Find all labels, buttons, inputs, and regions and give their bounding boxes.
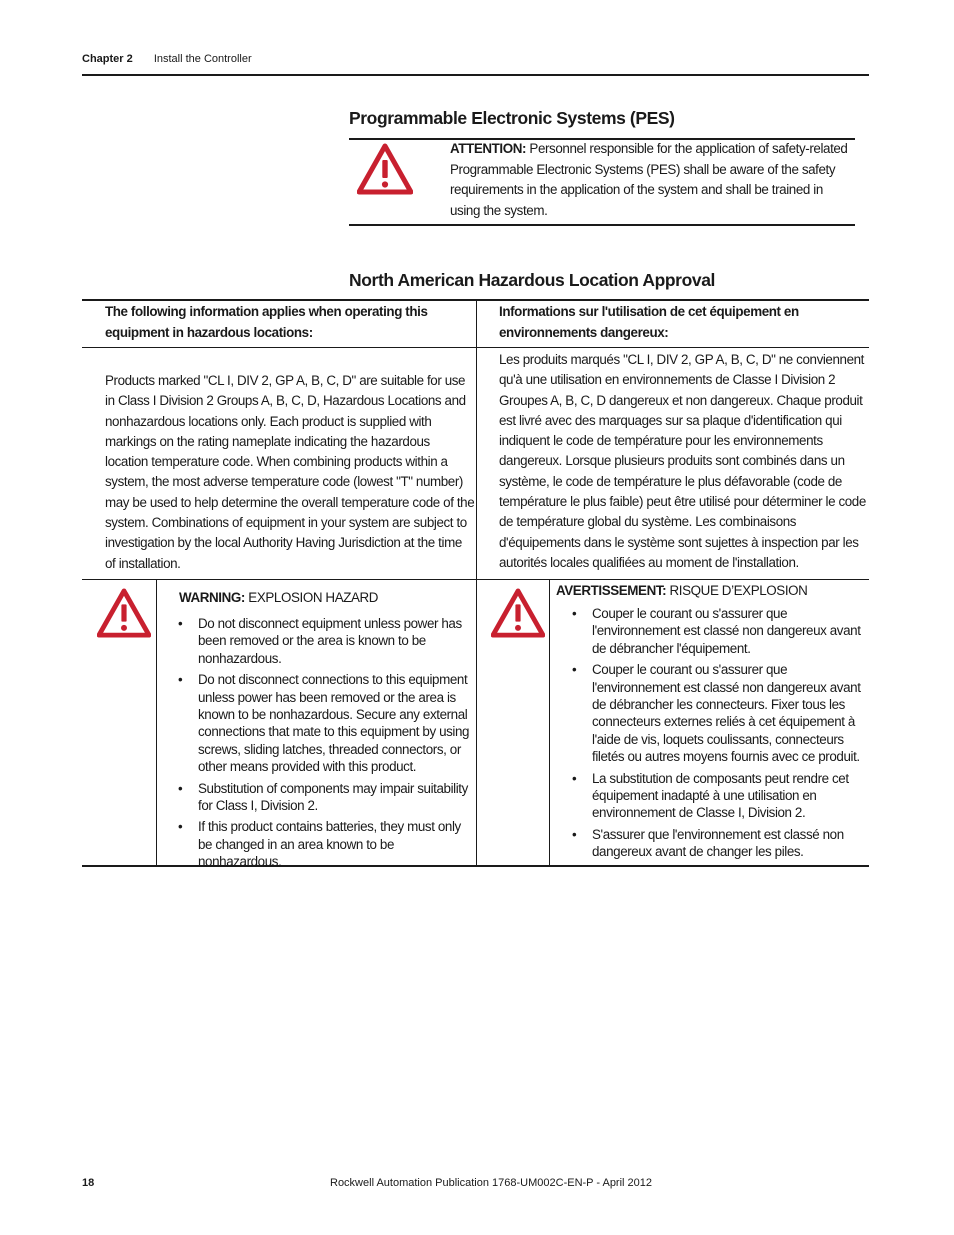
- list-item: • Do not disconnect equipment unless power has been removed or the area is known to be nonhazardous.: [178, 615, 472, 667]
- avertissement-label: AVERTISSEMENT:: [556, 583, 667, 598]
- publication-footer: Rockwell Automation Publication 1768-UM002C-EN-P - April 2012: [330, 1177, 653, 1189]
- warning-icon-divider-en: [156, 579, 157, 867]
- english-warning-title: [179, 589, 378, 607]
- attention-notice: [450, 139, 850, 221]
- chapter-title: Install the Controller: [153, 53, 252, 65]
- french-warning-list: [572, 605, 864, 865]
- english-column-heading: The following information applies when operating this equipment in hazardous locations:: [105, 304, 428, 340]
- warning-text: EXPLOSION HAZARD: [244, 590, 379, 605]
- english-warning-list: [178, 615, 472, 875]
- hazardous-section-title: North American Hazardous Location Approval: [349, 270, 715, 290]
- warning-icon-divider-fr: [549, 579, 550, 867]
- list-item: • Do not disconnect connections to this equipment unless power has been removed or the area is known to be nonhazardous. Secure any external connections that mate to this equipment by using screws, sliding latches, threaded connectors, or other means provided with this product.: [178, 671, 472, 775]
- attention-text: Personnel responsible for the application of safety-related Programmable Electronic Systems (PES) shall be aware of the safety requirements in the application of the system and shall be trained in using the system.: [450, 141, 848, 218]
- list-item: • Couper le courant ou s'assurer que l'environnement est classé non dangereux avant de débrancher l'équipement.: [572, 605, 864, 657]
- warning-label: WARNING:: [179, 590, 245, 605]
- warning-triangle-icon: [97, 588, 151, 638]
- list-item: • S'assurer que l'environnement est classé non dangereux avant de changer les piles.: [572, 826, 864, 861]
- page-number: 18: [82, 1177, 95, 1189]
- warning-triangle-icon: [491, 588, 545, 638]
- running-header: [82, 53, 252, 65]
- pes-bottom-rule: [349, 224, 855, 226]
- hazardous-location-table: [82, 299, 869, 870]
- french-paragraph: Les produits marqués "CL I, DIV 2, GP A, B, C, D" ne conviennent qu'à une utilisation en environnements de Classe I Division 2 Groupes A, B, C, D dangereux et non dangereux. Chaque produit est livré avec des marquages sur sa plaque d'identification qui indiquent le code de température pour les environnements dangereux. Lorsque plusieurs produits sont combinés dans un système, le code de température le plus défavorable (code de température le plus faible) peut être utilisé pour déterminer le code de température global du système. Les combinaisons d'équipements dans le système sont sujettes à inspection par les autorités locales qualifiées au moment de l'installation.: [499, 352, 866, 570]
- header-rule: [82, 74, 869, 76]
- table-column-divider: [476, 299, 477, 867]
- list-item: • Couper le courant ou s'assurer que l'environnement est classé non dangereux avant de débrancher les connecteurs. Fixer tous les connecteurs externes reliés à cet équipement à l'aide de vis, loquets coulissants, connecteurs filetés ou autres moyens fournis avec ce produit.: [572, 661, 864, 765]
- pes-section-title: Programmable Electronic Systems (PES): [349, 108, 675, 128]
- list-item: • Substitution of components may impair suitability for Class I, Division 2.: [178, 780, 472, 815]
- warning-triangle-icon: [357, 143, 413, 195]
- english-paragraph: Products marked "CL I, DIV 2, GP A, B, C, D" are suitable for use in Class I Division 2 Groups A, B, C, D, Hazardous Locations and nonhazardous locations only. Each product is supplied with markings on the rating nameplate indicating the hazardous location temperature code. When combining products within a system, the most adverse temperature code (lowest "T" number) may be used to help determine the overall temperature code of the system. Combinations of equipment in your system are subject to investigation by the local Authority Having Jurisdiction at the time of installation.: [105, 373, 475, 571]
- avertissement-text: RISQUE D’EXPLOSION: [666, 583, 808, 598]
- french-column-heading: Informations sur l'utilisation de cet équipement en environnements dangereux:: [499, 304, 799, 340]
- list-item: • If this product contains batteries, they must only be changed in an area known to be nonhazardous.: [178, 818, 472, 870]
- chapter-label: Chapter 2: [82, 53, 133, 65]
- french-warning-title: [556, 582, 807, 600]
- attention-label: ATTENTION:: [450, 141, 527, 156]
- list-item: • La substitution de composants peut rendre cet équipement inadapté à une utilisation en environnement de Classe I, Division 2.: [572, 770, 864, 822]
